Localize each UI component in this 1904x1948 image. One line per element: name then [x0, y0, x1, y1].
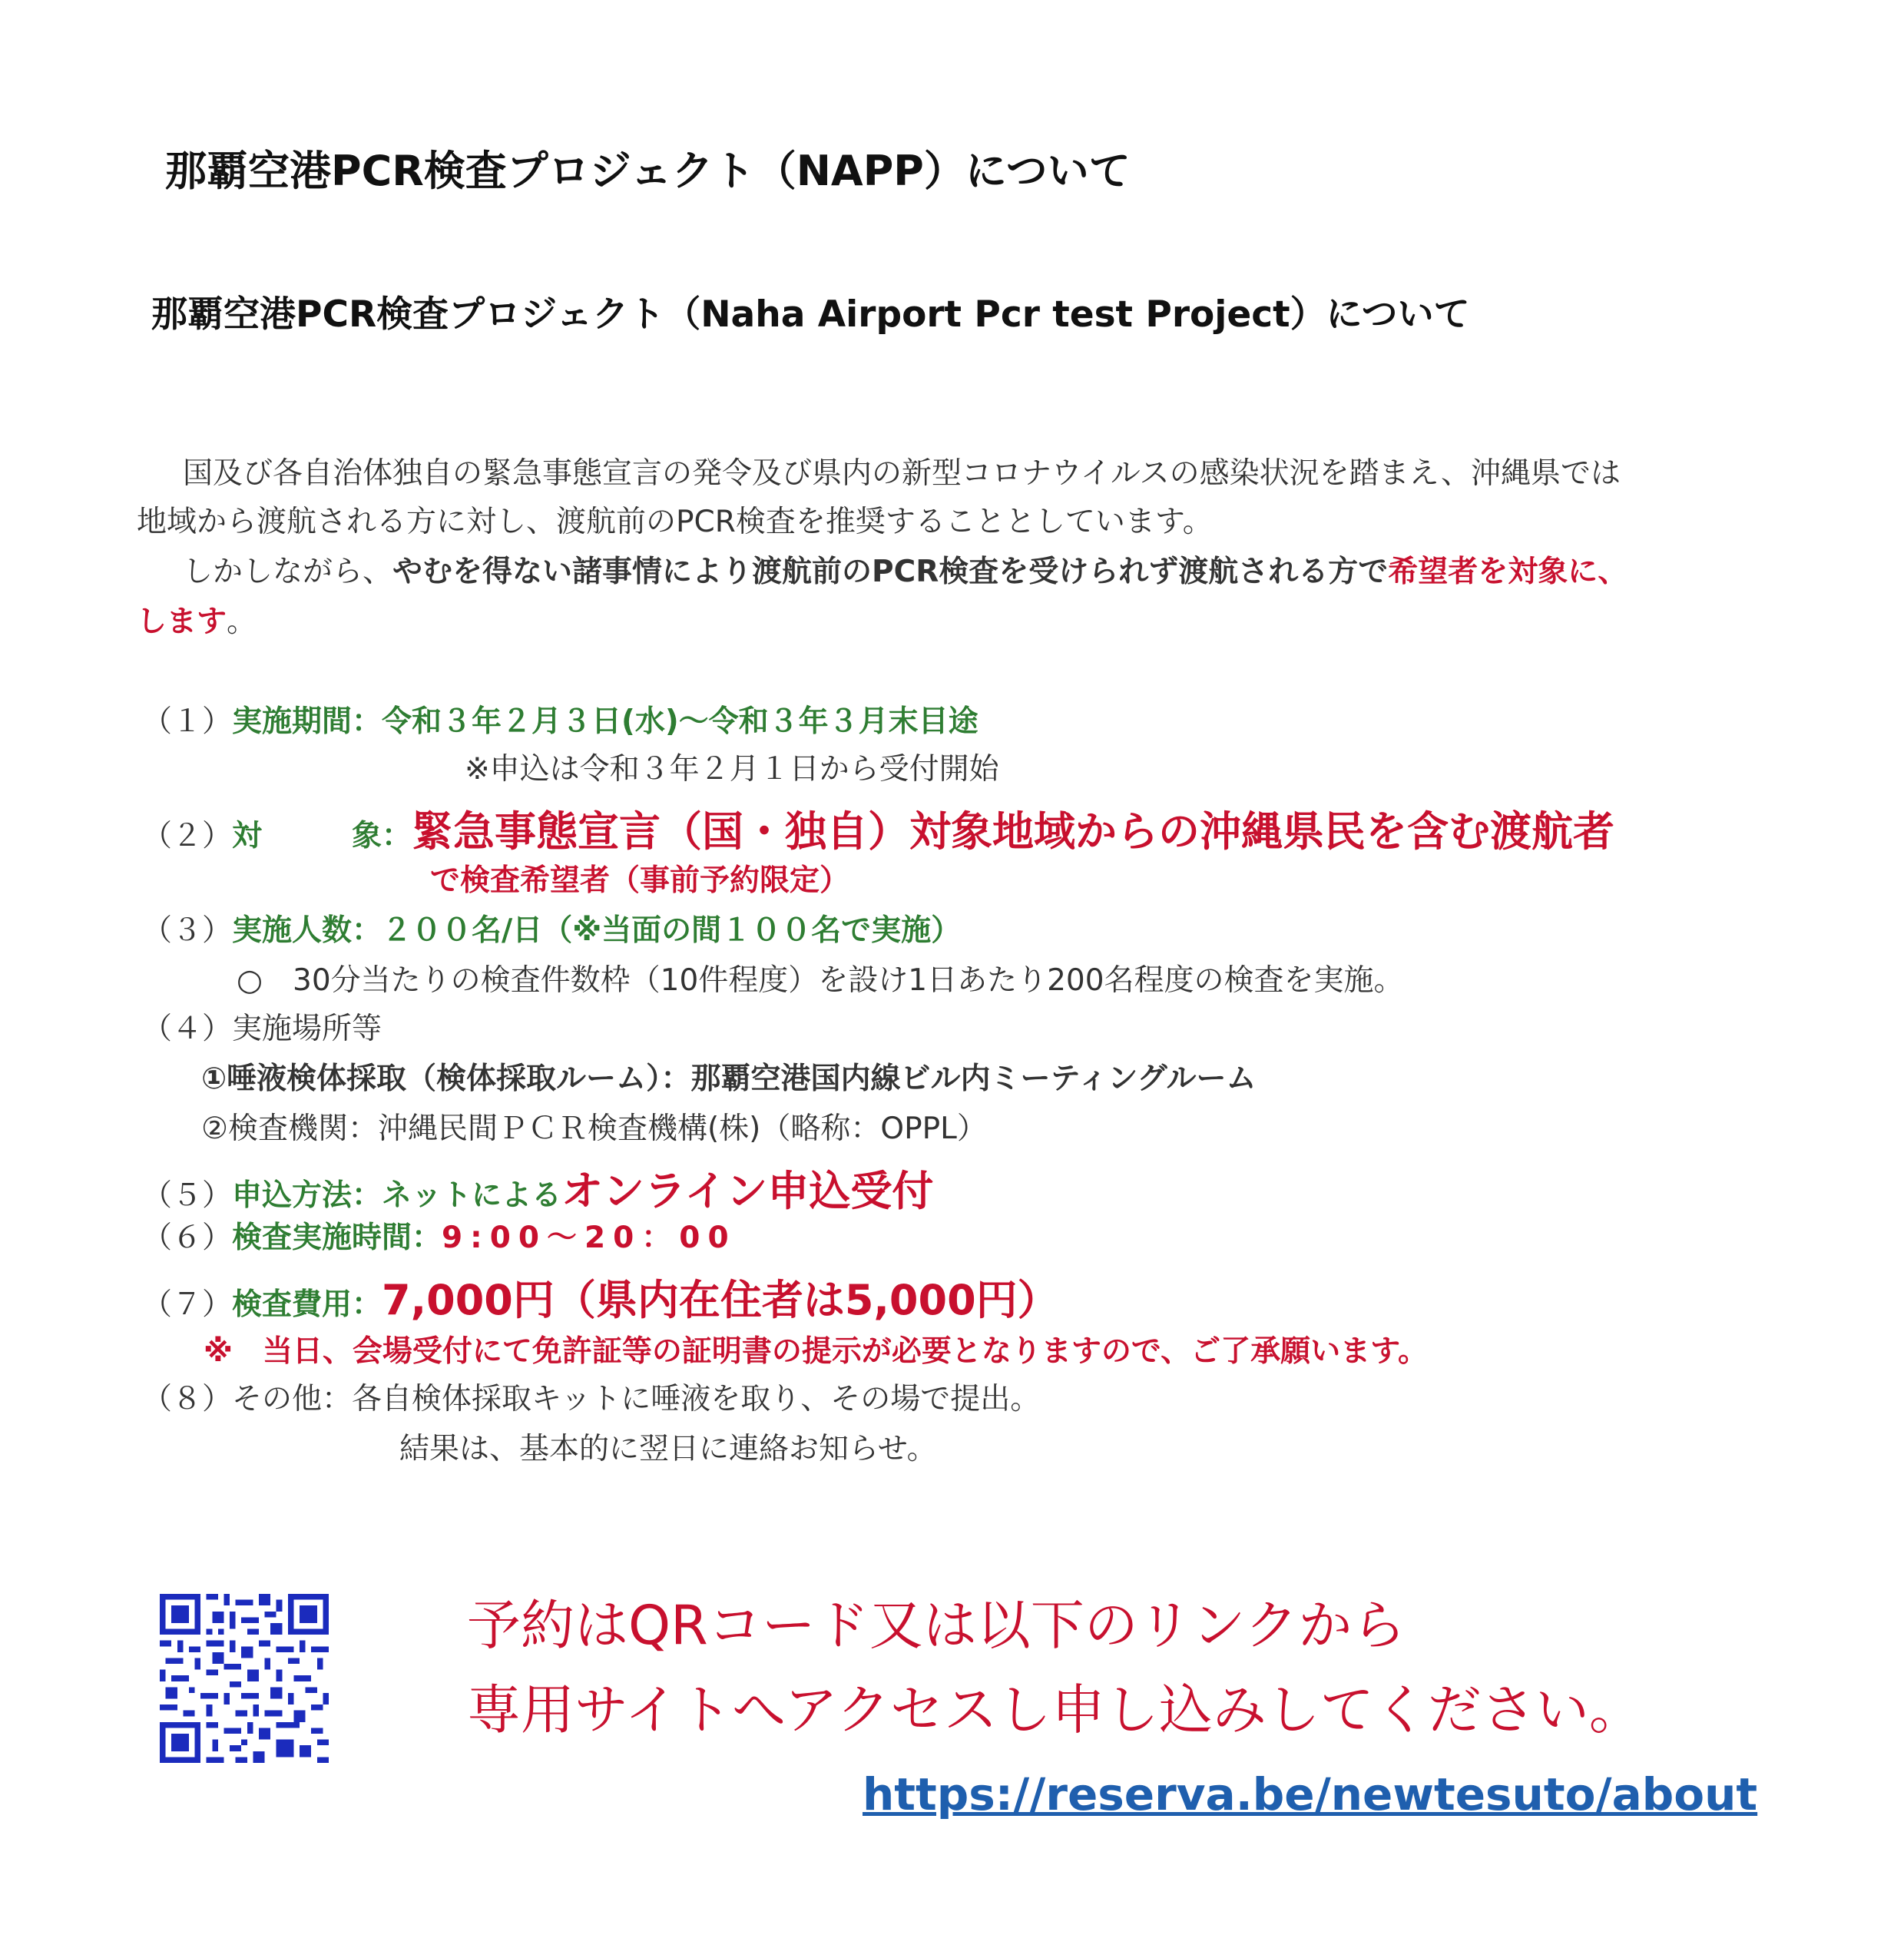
- item-6-label: 検査実施時間：: [232, 1221, 442, 1255]
- intro-line-2: 地域から渡航される方に対し、渡航前のPCR検査を推奨することとしています。: [137, 505, 1213, 539]
- item-5: [142, 1158, 933, 1218]
- item-6: [142, 1214, 737, 1257]
- item-8-label: その他：各自検体採取キットに唾液を取り、その場で提出。: [232, 1382, 1041, 1416]
- item-8-note: 結果は、基本的に翌日に連絡お知らせ。: [399, 1432, 937, 1466]
- item-3-label: 実施人数：２００名/日（※当面の間１００名で実施）: [232, 913, 962, 948]
- item-7-value: 7,000円（県内在住者は5,000円）: [382, 1276, 1059, 1324]
- item-7-number: （７）: [142, 1287, 233, 1322]
- item-1-number: （１）: [142, 704, 233, 739]
- reservation-link[interactable]: https://reserva.be/newtesuto/about: [863, 1768, 1758, 1820]
- item-1: [142, 697, 978, 740]
- item-8-number: （８）: [142, 1382, 233, 1416]
- intro-line-1: 国及び各自治体独自の緊急事態宣言の発令及び県内の新型コロナウイルスの感染状況を踏まえ、沖縄県では: [183, 456, 1621, 491]
- item-1-label: 実施期間：令和３年２月３日(水)～令和３年３月末目途: [232, 704, 978, 739]
- item-5-value: オンライン申込受付: [561, 1167, 934, 1215]
- intro-line-4: [137, 598, 257, 641]
- intro-line-4-end: 。: [227, 605, 257, 639]
- item-2-number: （２）: [142, 819, 233, 853]
- cta-line-1: 予約はQRコード又は以下のリンクから: [467, 1594, 1406, 1657]
- cta-line-2: 専用サイトへアクセスし申し込みしてください。: [467, 1678, 1643, 1741]
- item-4-sub-2: ②検査機関：沖縄民間ＰＣＲ検査機構(株)（略称：OPPL）: [201, 1111, 987, 1146]
- item-2-label: 対 象：: [232, 819, 412, 853]
- item-3: [142, 906, 961, 949]
- intro-line-4-red: します: [137, 605, 227, 639]
- intro-line-3-bold: やむを得ない諸事情により渡航前のPCR検査を受けられず渡航される方で: [392, 555, 1389, 589]
- page-subtitle: 那覇空港PCR検査プロジェクト（Naha Airport Pcr test Project）について: [151, 293, 1470, 336]
- page-title: 那覇空港PCR検査プロジェクト（NAPP）について: [165, 147, 1131, 195]
- item-5-label: 申込方法：ネットによる: [232, 1178, 562, 1213]
- item-4: [142, 1005, 382, 1048]
- item-8: [142, 1375, 1040, 1418]
- item-7-label: 検査費用：: [232, 1287, 382, 1322]
- item-7: [142, 1267, 1059, 1327]
- qr-code-icon[interactable]: [160, 1594, 329, 1763]
- item-6-number: （６）: [142, 1221, 233, 1255]
- item-7-note: ※ 当日、会場受付にて免許証等の証明書の提示が必要となりますので、ご了承願います。: [204, 1334, 1429, 1369]
- intro-line-3-prefix: しかしながら、: [183, 555, 393, 589]
- item-3-note: ○ 30分当たりの検査件数枠（10件程度）を設け1日あたり200名程度の検査を実施。: [237, 963, 1404, 998]
- item-4-label: 実施場所等: [232, 1012, 382, 1046]
- item-5-number: （５）: [142, 1178, 233, 1213]
- item-3-number: （３）: [142, 913, 233, 948]
- intro-line-3-red: 希望者を対象に、: [1388, 555, 1628, 589]
- item-2: [142, 799, 1614, 858]
- item-1-note: ※申込は令和３年２月１日から受付開始: [465, 752, 999, 787]
- item-2-value-cont: で検査希望者（事前予約限定）: [430, 863, 850, 898]
- item-4-sub-1: ①唾液検体採取（検体採取ルーム）：那覇空港国内線ビル内ミーティングルーム: [201, 1062, 1257, 1096]
- item-4-number: （４）: [142, 1012, 233, 1046]
- intro-line-3: [183, 548, 1770, 591]
- item-6-value: 9:00～20：00: [442, 1221, 737, 1255]
- item-2-value: 緊急事態宣言（国・独自）対象地域からの沖縄県民を含む渡航者: [412, 807, 1615, 856]
